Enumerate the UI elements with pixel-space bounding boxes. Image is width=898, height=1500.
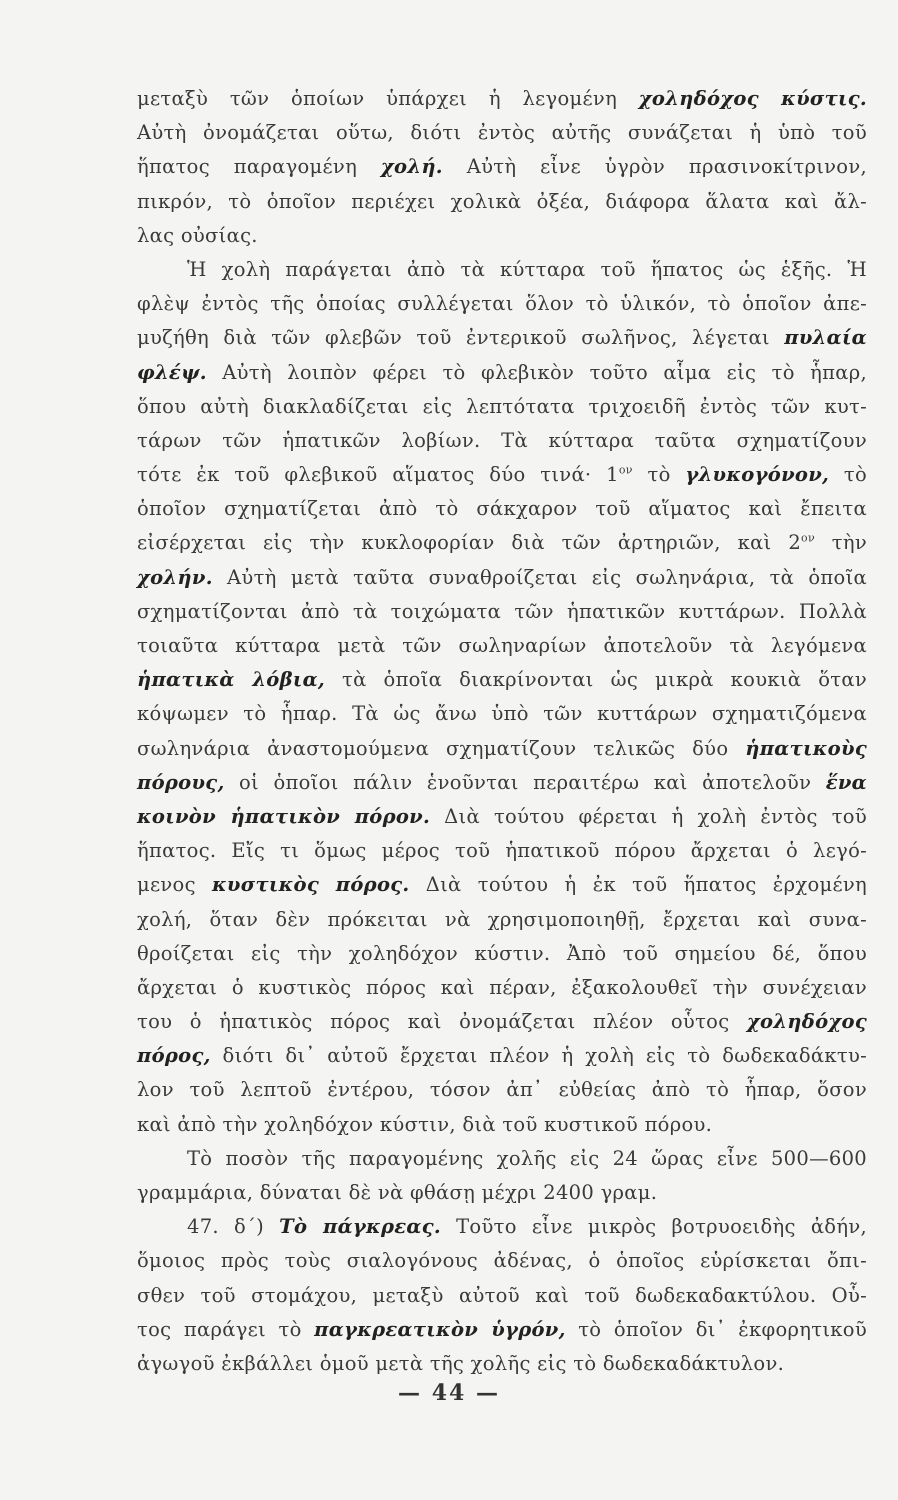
text-line: ὅμοιος πρὸς τοὺς σιαλογόνους ἀδένας, ὁ ὁποῖος εὑρίσκεται ὄπι- — [137, 1249, 867, 1273]
text-line: σθεν τοῦ στομάχου, μεταξὺ αὐτοῦ καὶ τοῦ δωδεκαδακτύλου. Οὗ- — [137, 1283, 867, 1307]
text-line: Ἡ χολὴ παράγεται ἀπὸ τὰ κύτταρα τοῦ ἥπατος ὡς ἑξῆς. Ἡ — [187, 257, 867, 281]
page-number: — 44 — — [398, 1380, 500, 1406]
text-line: μυζήθη διὰ τῶν φλεβῶν τοῦ ἐντερικοῦ σωλῆνος, λέγεται πυλαία — [137, 326, 867, 350]
text-line: ὁποῖον σχηματίζεται ἀπὸ τὸ σάκχαρον τοῦ αἵματος καὶ ἔπειτα — [137, 497, 867, 521]
text-line: θροίζεται εἰς τὴν χοληδόχον κύστιν. Ἀπὸ τοῦ σημείου δέ, ὅπου — [137, 941, 867, 965]
text-block — [137, 82, 867, 1381]
text-line: Αὐτὴ ὀνομάζεται οὕτω, διότι ἐντὸς αὐτῆς συνάζεται ἡ ὑπὸ τοῦ — [137, 121, 867, 145]
text-line: 47. δ΄) Τὸ πάγκρεας. Τοῦτο εἶνε μικρὸς βοτρυοειδὴς ἀδήν, — [187, 1215, 867, 1239]
text-line: κόψωμεν τὸ ἧπαρ. Τὰ ὡς ἄνω ὑπὸ τῶν κυττάρων σχηματιζόμενα — [137, 702, 867, 726]
text-line: πόρους, οἱ ὁποῖοι πάλιν ἑνοῦνται περαιτέρω καὶ ἀποτελοῦν ἕνα — [137, 770, 867, 794]
text-line: χολήν. Αὐτὴ μετὰ ταῦτα συναθροίζεται εἰς σωληνάρια, τὰ ὁποῖα — [137, 565, 867, 589]
text-line: λον τοῦ λεπτοῦ ἐντέρου, τόσον ἀπ᾿ εὐθείας ἀπὸ τὸ ἧπαρ, ὅσον — [137, 1078, 867, 1102]
text-line: τοιαῦτα κύτταρα μετὰ τῶν σωληναρίων ἀποτελοῦν τὰ λεγόμενα — [137, 634, 867, 657]
text-line: πόρος, διότι δι᾿ αὐτοῦ ἔρχεται πλέον ἡ χολὴ εἰς τὸ δωδεκαδάκτυ- — [137, 1044, 867, 1068]
text-line: λας οὐσίας. — [137, 223, 258, 247]
text-line: φλὲψ ἐντὸς τῆς ὁποίας συλλέγεται ὅλον τὸ ὑλικόν, τὸ ὁποῖον ἀπε- — [137, 292, 867, 316]
text-line: ἀγωγοῦ ἐκβάλλει ὁμοῦ μετὰ τῆς χολῆς εἰς τὸ δωδεκαδάκτυλον. — [137, 1351, 785, 1375]
text-line: γραμμάρια, δύναται δὲ νὰ φθάσῃ μέχρι 2400 γραμ. — [137, 1181, 658, 1204]
text-line: εἰσέρχεται εἰς τὴν κυκλοφορίαν διὰ τῶν ἀρτηριῶν, καὶ $2^{o\nu}$ τὴν — [137, 531, 867, 555]
text-line: ἡπατικὰ λόβια, τὰ ὁποῖα διακρίνονται ὡς μικρὰ κουκιὰ ὅταν — [137, 668, 867, 692]
text-line: φλέψ. Αὐτὴ λοιπὸν φέρει τὸ φλεβικὸν τοῦτο αἷμα εἰς τὸ ἧπαρ, — [137, 360, 867, 384]
text-line: του ὁ ἡπατικὸς πόρος καὶ ὀνομάζεται πλέον οὗτος χοληδόχος — [137, 1010, 867, 1034]
text-line: ἄρχεται ὁ κυστικὸς πόρος καὶ πέραν, ἐξακολουθεῖ τὴν συνέχειαν — [137, 975, 867, 999]
text-line: καὶ ἀπὸ τὴν χοληδόχον κύστιν, διὰ τοῦ κυστικοῦ πόρου. — [137, 1112, 713, 1136]
text-line: ὅπου αὐτὴ διακλαδίζεται εἰς λεπτότατα τριχοειδῆ ἐντὸς τῶν κυτ- — [137, 394, 867, 418]
text-line: τος παράγει τὸ παγκρεατικὸν ὑγρόν, τὸ ὁποῖον δι᾿ ἐκφορητικοῦ — [137, 1317, 867, 1341]
text-line: μεταξὺ τῶν ὁποίων ὑπάρχει ἡ λεγομένη χοληδόχος κύστις. — [137, 87, 867, 110]
text-line: πικρόν, τὸ ὁποῖον περιέχει χολικὰ ὀξέα, διάφορα ἅλατα καὶ ἄλ- — [137, 189, 867, 213]
text-line: σχηματίζονται ἀπὸ τὰ τοιχώματα τῶν ἡπατικῶν κυττάρων. Πολλὰ — [137, 599, 867, 623]
text-line: χολή, ὅταν δὲν πρόκειται νὰ χρησιμοποιηθῇ, ἔρχεται καὶ συνα- — [137, 907, 867, 931]
text-line: ἥπατος. Εἴς τι ὅμως μέρος τοῦ ἡπατικοῦ πόρου ἄρχεται ὁ λεγό- — [137, 839, 867, 863]
text-line: τότε ἐκ τοῦ φλεβικοῦ αἵματος δύο $\tau\iota\nu ά\cdot 1^{o\nu}$ τὸ γλυκογόνον, τὸ — [137, 463, 867, 487]
text-line: ἥπατος παραγομένη χολή. Αὐτὴ εἶνε ὑγρὸν πρασινοκίτρινον, — [137, 155, 867, 179]
text-line: μενος κυστικὸς πόρος. Διὰ τούτου ἡ ἐκ τοῦ ἥπατος ἐρχομένη — [137, 873, 868, 897]
text-line: Τὸ ποσὸν τῆς παραγομένης χολῆς εἰς 24 ὥρας εἶνε 500—600 — [187, 1146, 867, 1170]
text-line: σωληνάρια ἀναστομούμενα σχηματίζουν τελικῶς δύο ἡπατικοὺς — [137, 736, 867, 760]
text-line: κοινὸν ἡπατικὸν πόρον. Διὰ τούτου φέρεται ἡ χολὴ ἐντὸς τοῦ — [137, 804, 867, 828]
text-line: τάρων τῶν ἡπατικῶν λοβίων. Τὰ κύτταρα ταῦτα σχηματίζουν — [137, 428, 867, 452]
